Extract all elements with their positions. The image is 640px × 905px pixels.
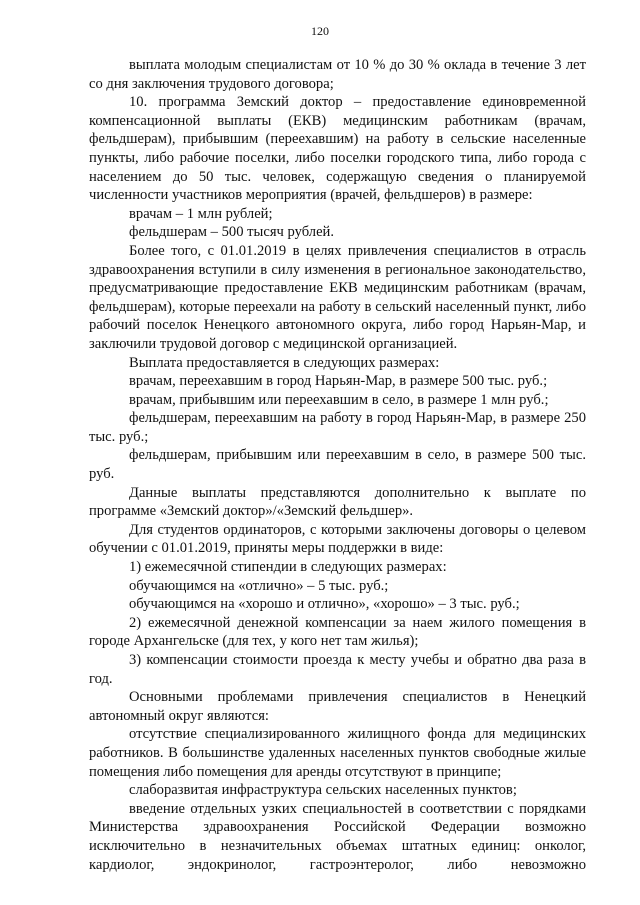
list-item-stipend-excellent: обучающимся на «отлично» – 5 тыс. руб.;: [129, 577, 389, 594]
list-item-stipend-good: обучающимся на «хорошо и отлично», «хорошо» – 3 тыс. руб.;: [129, 596, 520, 613]
list-item-stipend: 1) ежемесячной стипендии в следующих размерах:: [129, 559, 447, 576]
page-number: 120: [311, 24, 329, 38]
paragraph-payment-sizes: Выплата предоставляется в следующих размерах:: [129, 354, 440, 371]
list-item-doctors-naryan-mar: врачам, переехавшим в город Нарьян-Мар, в размере 500 тыс. руб.;: [129, 373, 548, 390]
paragraph-additional-payments: Данные выплаты представляются дополнительно к выплате по программе «Земский доктор»/«Земский фельдшер».: [89, 484, 586, 520]
list-item-travel-compensation: 3) компенсации стоимости проезда к месту учебы и обратно два раза в год.: [89, 652, 586, 687]
list-item-infrastructure-problem: слаборазвитая инфраструктура сельских населенных пунктов;: [129, 782, 517, 799]
list-item-doctors-amount: врачам – 1 млн рублей;: [129, 205, 273, 222]
paragraph-zemsky-doctor: 10. программа Земский доктор – предоставление единовременной компенсационной выплаты (ЕКВ) медицинским работникам (врачам, фельдшерам), прибывшим (переехавшим) на работу в сельские населенные пункты, либо рабочие поселки, либо поселки городского типа, либо города с населением до 50 тыс. человек, содержащую сведения о планируемой численности участников мероприятия (врачей, фельдшеров) в размере:: [89, 94, 586, 204]
list-item-housing-compensation: 2) ежемесячной денежной компенсации за наем жилого помещения в городе Архангельске (для тех, у кого нет там жилья);: [89, 614, 586, 650]
paragraph-youth-payment: выплата молодым специалистам от 10 % до 30 % оклада в течение 3 лет со дня заключения трудового договора;: [89, 57, 586, 92]
list-item-paramedics-naryan-mar: фельдшерам, переехавшим на работу в город Нарьян-Мар, в размере 250 тыс. руб.;: [89, 410, 586, 445]
list-item-specialties-problem: введение отдельных узких специальностей в соответствии с порядками Министерства здравоохранения Российской Федерации возможно исключительно в незначительных объемах штатных единиц: онколог, кардиолог, эндокринолог, гастроэнтеролог, либо невозможно: [89, 800, 586, 873]
paragraph-regional-law: Более того, с 01.01.2019 в целях привлечения специалистов в отрасль здравоохранения вступили в силу изменения в региональное законодательство, предусматривающие предоставление ЕКВ медицинским работникам (врачам, фельдшерам), которые переехали на работу в сельский населенный пункт, либо рабочий поселок Ненецкого автономного округа, либо город Нарьян-Мар, и заключили трудовой договор с медицинской организацией.: [89, 242, 586, 352]
list-item-doctors-village: врачам, прибывшим или переехавшим в село, в размере 1 млн руб.;: [129, 391, 549, 408]
list-item-paramedics-village: фельдшерам, прибывшим или переехавшим в село, в размере 500 тыс. руб.: [89, 447, 586, 483]
body-text: [89, 56, 586, 874]
paragraph-main-problems: Основными проблемами привлечения специалистов в Ненецкий автономный округ являются:: [89, 689, 586, 724]
list-item-paramedics-amount: фельдшерам – 500 тысяч рублей.: [129, 224, 335, 241]
paragraph-residents-support: Для студентов ординаторов, с которыми заключены договоры о целевом обучении с 01.01.2019, приняты меры поддержки в виде:: [89, 521, 586, 557]
list-item-housing-problem: отсутствие специализированного жилищного фонда для медицинских работников. В большинстве удаленных населенных пунктов свободные жилые помещения либо помещения для аренды отсутствуют в принципе;: [89, 726, 586, 780]
